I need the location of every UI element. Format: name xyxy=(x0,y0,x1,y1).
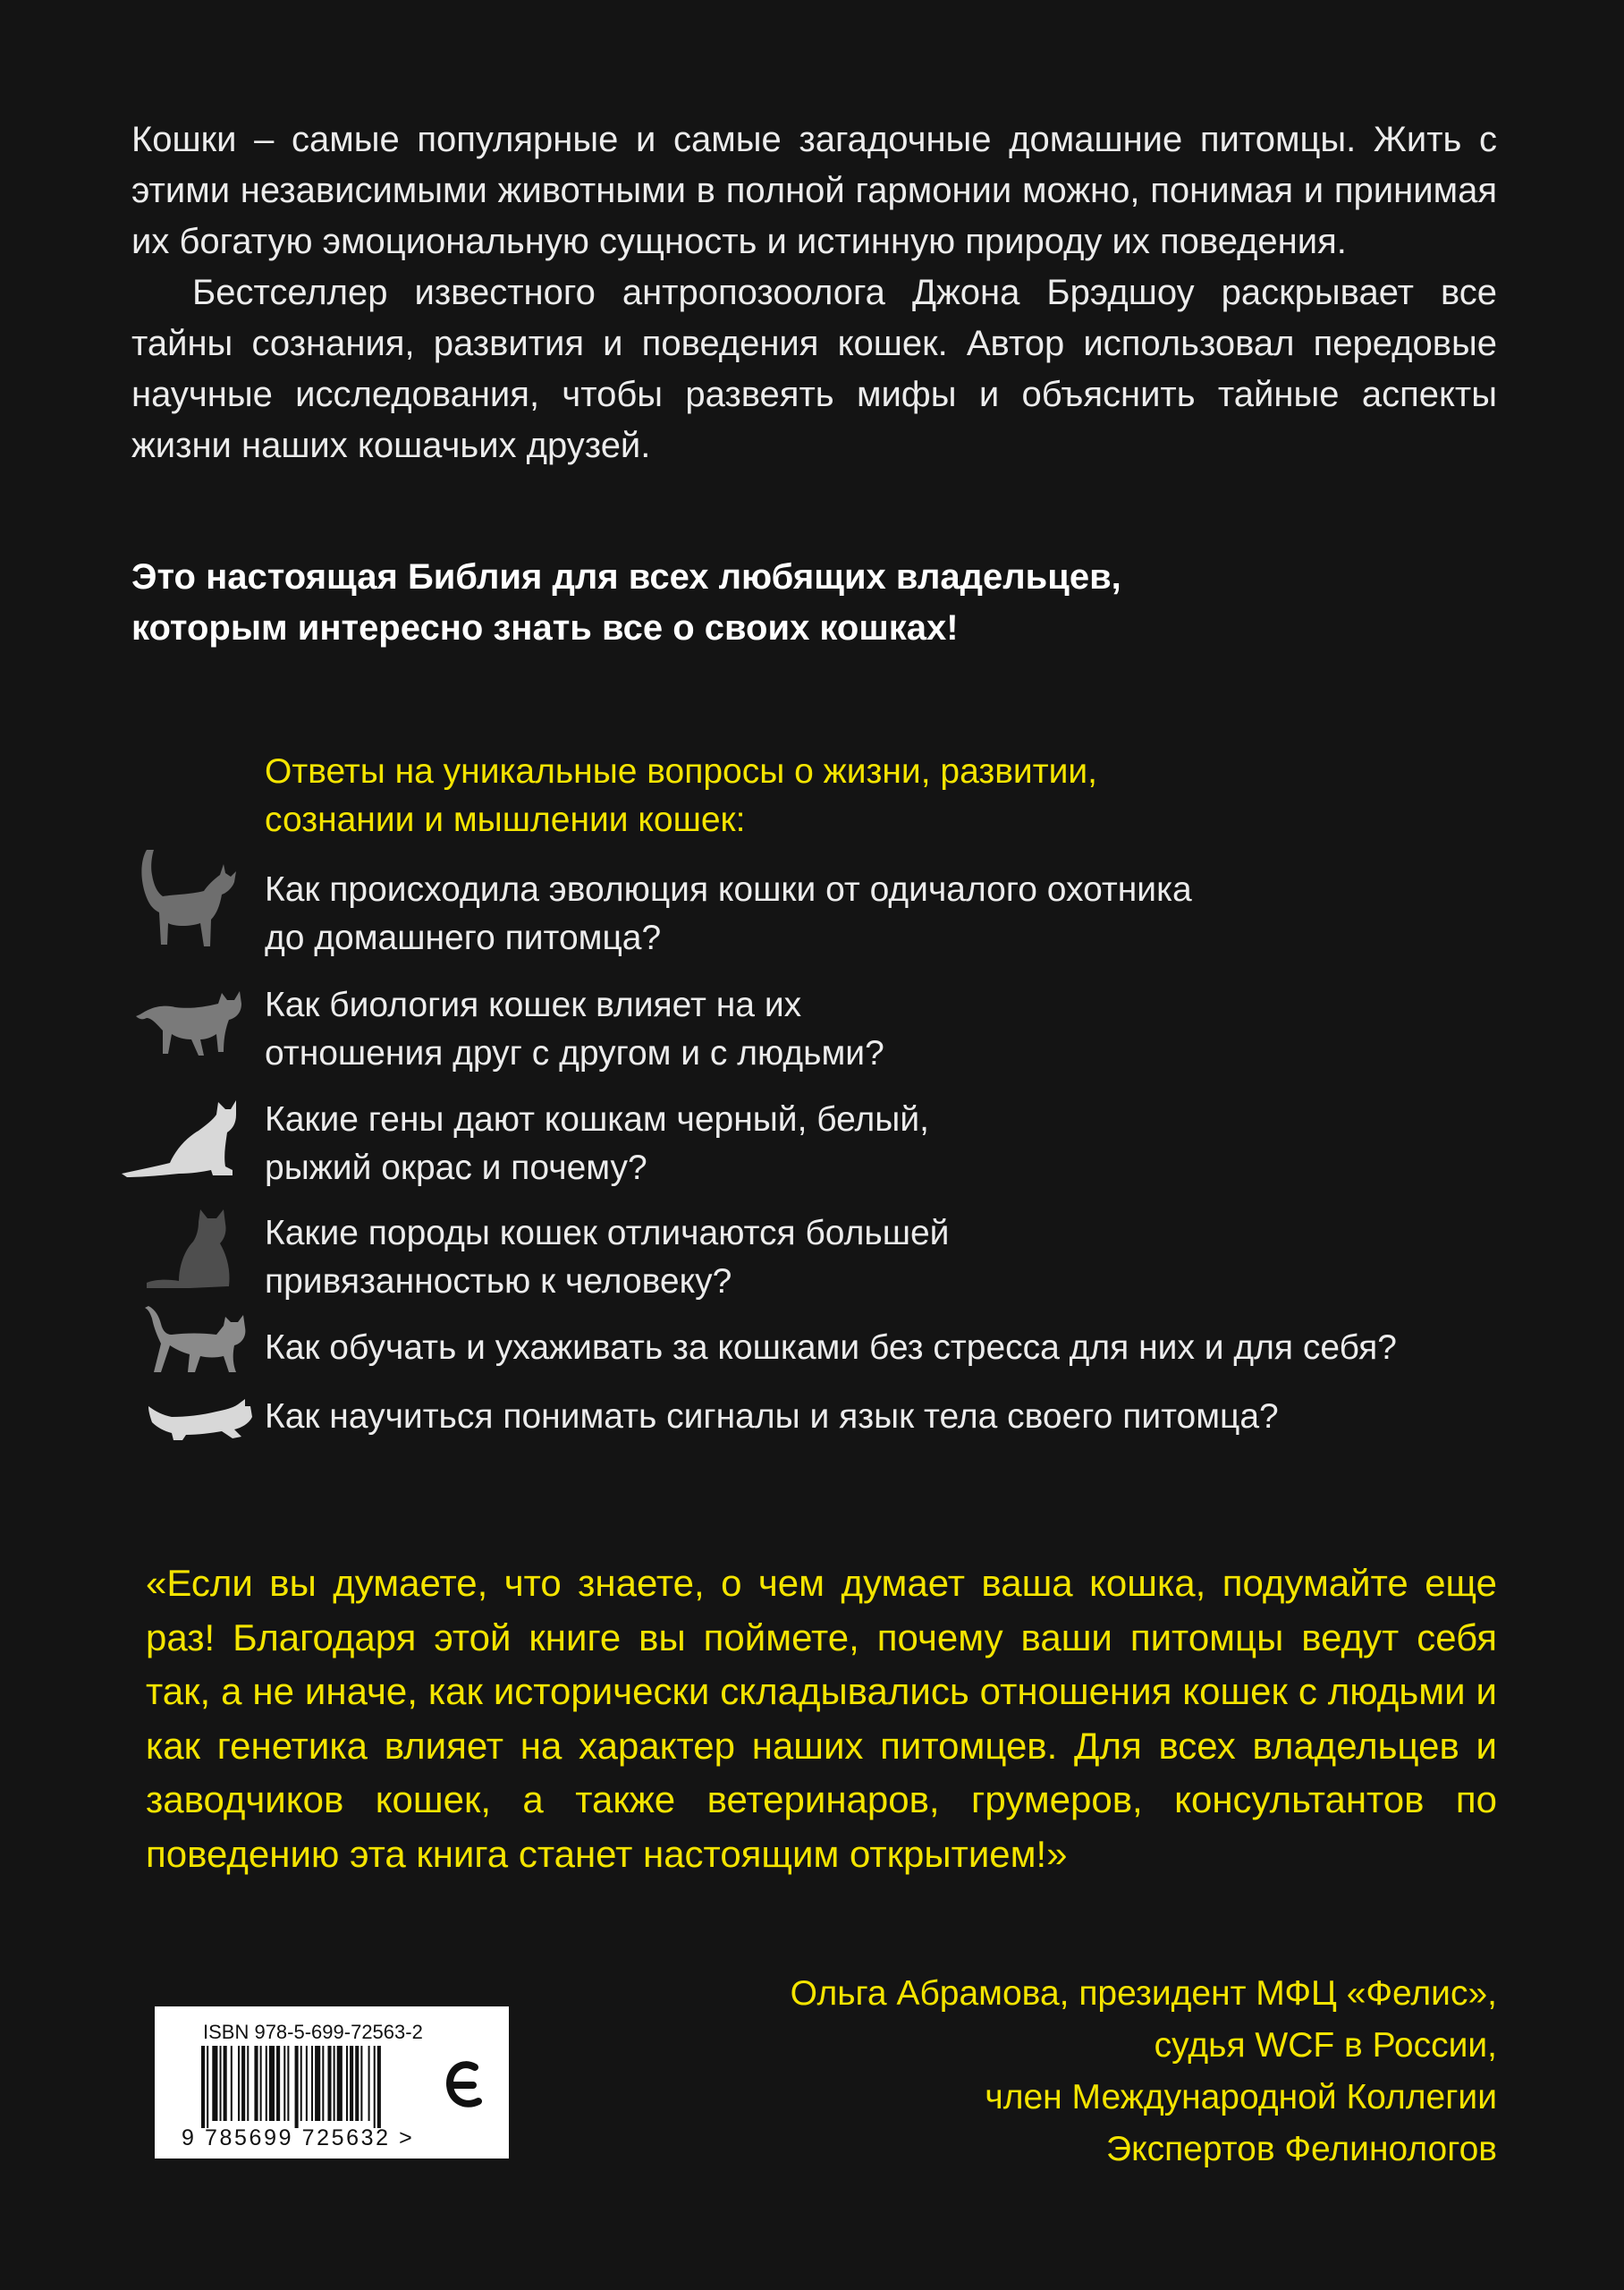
publisher-logo-icon xyxy=(443,2057,487,2114)
attribution-line-3: член Международной Коллегии xyxy=(985,2078,1497,2116)
barcode-bar xyxy=(350,2046,353,2121)
barcode-bar xyxy=(254,2046,258,2121)
question-2-line-1: Как биология кошек влияет на их xyxy=(265,986,802,1024)
barcode-bar xyxy=(368,2046,370,2121)
barcode-bar xyxy=(247,2046,249,2121)
question-item-3 xyxy=(265,1096,929,1192)
barcode-bar xyxy=(266,2046,267,2121)
attribution-line-1: Ольга Абрамова, президент МФЦ «Фелис», xyxy=(790,1974,1497,2013)
barcode-bar xyxy=(231,2046,233,2121)
intro-text xyxy=(131,114,1497,471)
barcode-bar xyxy=(207,2046,208,2128)
question-4-line-2: привязанностью к человеку? xyxy=(265,1262,732,1301)
barcode-bar xyxy=(238,2046,240,2121)
barcode-bar xyxy=(311,2046,313,2121)
barcode-bar xyxy=(355,2046,359,2121)
attribution-line-4: Экспертов Фелинологов xyxy=(1106,2130,1497,2168)
question-item-2 xyxy=(265,981,884,1078)
cat-sitting-back-icon xyxy=(143,1208,234,1290)
barcode-bar xyxy=(201,2046,205,2128)
barcode-bar xyxy=(334,2046,335,2121)
question-item-4 xyxy=(265,1209,949,1306)
barcode-bar xyxy=(306,2046,308,2121)
highlight-line-1: Это настоящая Библия для всех любящих владельцев, xyxy=(131,557,1121,597)
cat-stalking-icon xyxy=(143,1304,249,1376)
barcode-bar xyxy=(377,2046,381,2128)
barcode-bar xyxy=(220,2046,222,2121)
barcode-bar xyxy=(212,2046,217,2121)
barcode-bar xyxy=(260,2046,262,2121)
barcode-bar xyxy=(322,2046,324,2121)
barcode-bar xyxy=(360,2046,362,2121)
barcode-bar xyxy=(327,2046,331,2121)
intro-paragraph-1: Кошки – самые популярные и самые загадочные домашние питомцы. Жить с этими независимыми животными в полной гармонии можно, понимая и принимая их богатую эмоциональную сущность и истинную природу их поведения. xyxy=(131,120,1497,261)
barcode-icon xyxy=(201,2046,432,2128)
question-item-6 xyxy=(265,1393,1279,1441)
endorsement-quote: «Если вы думаете, что знаете, о чем думает ваша кошка, подумайте еще раз! Благодаря этой книге вы поймете, почему ваши питомцы ведут себя так, а не иначе, как исторически складывались отношения кошек с людьми и как генетика влияет на характер наших питомцев. Для всех владельцев и заводчиков кошек, а также ветеринаров, грумеров, консультантов по поведению эта книга станет настоящим открытием!» xyxy=(146,1562,1497,1875)
questions-heading-line-1: Ответы на уникальные вопросы о жизни, развитии, xyxy=(265,752,1097,791)
barcode-bar xyxy=(269,2046,275,2121)
barcode-bar xyxy=(315,2046,320,2121)
intro-paragraph-2: Бестселлер известного антропозоолога Джона Брэдшоу раскрывает все тайны сознания, развития и поведения кошек. Автор использовал передовые научные исследования, чтобы развеять мифы и объяснить тайные аспекты жизни наших кошачьих друзей. xyxy=(131,273,1497,465)
barcode-bar xyxy=(241,2046,245,2121)
barcode-digits: 9 785699 725632 > xyxy=(182,2125,415,2150)
question-5-line-1: Как обучать и ухаживать за кошками без стресса для них и для себя? xyxy=(265,1328,1397,1367)
highlight-statement xyxy=(131,552,1497,654)
highlight-line-2: которым интересно знать все о своих кошках! xyxy=(131,608,959,648)
cat-sitting-icon xyxy=(120,1098,240,1179)
cat-standing-tail-up-icon xyxy=(134,848,241,952)
barcode-bar xyxy=(374,2046,376,2128)
isbn-label: ISBN 978-5-699-72563-2 xyxy=(203,2021,423,2043)
quote-attribution xyxy=(791,1968,1497,2176)
barcode-bar xyxy=(346,2046,348,2121)
question-2-line-2: отношения друг с другом и с людьми? xyxy=(265,1034,884,1073)
barcode-bar xyxy=(283,2046,285,2121)
barcode-bar xyxy=(337,2046,343,2121)
question-3-line-1: Какие гены дают кошкам черный, белый, xyxy=(265,1100,929,1139)
cat-walking-icon xyxy=(134,989,245,1059)
attribution-line-2: судья WCF в России, xyxy=(1154,2026,1497,2065)
question-3-line-2: рыжий окрас и почему? xyxy=(265,1149,647,1187)
barcode-box xyxy=(155,2006,509,2159)
cat-lying-icon xyxy=(147,1397,254,1442)
question-6-line-1: Как научиться понимать сигналы и язык тела своего питомца? xyxy=(265,1397,1279,1436)
question-item-1 xyxy=(265,866,1192,963)
barcode-bar xyxy=(300,2046,302,2121)
barcode-bar xyxy=(295,2046,299,2128)
question-1-line-2: до домашнего питомца? xyxy=(265,919,662,957)
question-1-line-1: Как происходила эволюция кошки от одичалого охотника xyxy=(265,870,1192,909)
questions-heading xyxy=(265,748,1097,844)
questions-heading-line-2: сознании и мышлении кошек: xyxy=(265,801,746,839)
question-4-line-1: Какие породы кошек отличаются большей xyxy=(265,1214,950,1252)
question-item-5 xyxy=(265,1324,1397,1372)
barcode-bar xyxy=(276,2046,280,2121)
barcode-bar xyxy=(287,2046,289,2121)
barcode-bar xyxy=(224,2046,227,2121)
